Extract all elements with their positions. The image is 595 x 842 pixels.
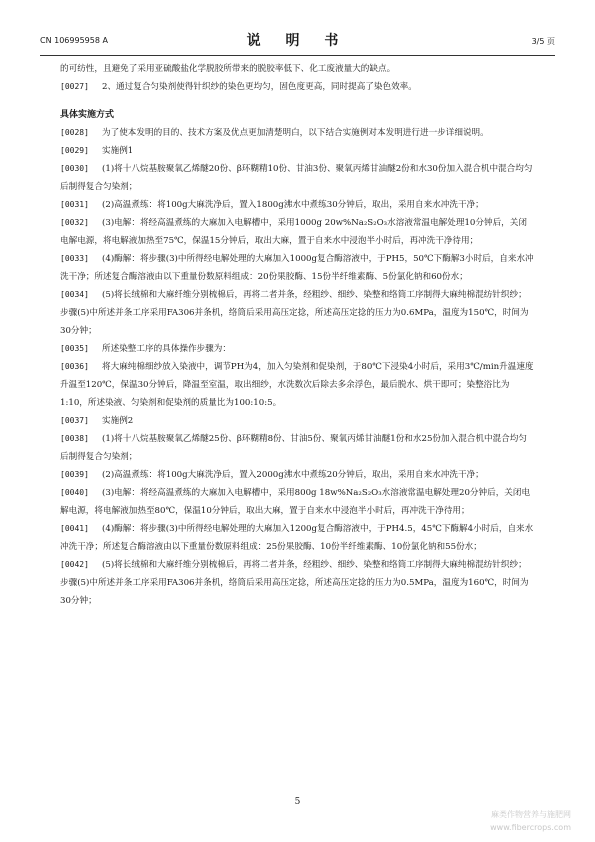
paragraph-text: (4)酶解：将步骤(3)中所得经电解处理的大麻加入1200g复合酶溶液中，于PH4.5，45℃下酶解4小时后，自来水冲洗干净；所述复合酶溶液由以下重量份数原料组成：25份果胶酶、10份半纤维素酶、10份氯化钠和55份水； [60,524,534,552]
paragraph [60,556,535,610]
paragraph-text: 将大麻纯棉细纱放入染液中，调节PH为4，加入匀染剂和促染剂，于80℃下浸染4小时后，采用3℃/min升温速度升温至120℃，保温30分钟后，降温至室温，取出细纱，水洗数次后除去多余浮色，最后脱水、烘干即可；染整浴比为1:10，所述染液、匀染剂和促染剂的质量比为100:10:5。 [60,362,534,408]
paragraph-list [60,124,535,610]
paragraph-text: (1)将十八烷基胺聚氧乙烯醚25份、β环糊精8份、甘油5份、聚氧丙烯甘油醚1份和水25份加入混合机中混合均匀后制得复合匀染剂； [60,434,527,462]
paragraph-text: (4)酶解：将步骤(3)中所得经电解处理的大麻加入1000g复合酶溶液中，于PH5，50℃下酶解3小时后，自来水冲洗干净；所述复合酶溶液由以下重量份数原料组成：20份果胶酶、15份半纤维素酶、5份氯化钠和60份水； [60,254,534,282]
paragraph-text: 所述染整工序的具体操作步骤为： [102,344,231,354]
paragraph-number: [0031] [60,200,89,209]
paragraph-text: 2、通过复合匀染剂使得针织纱的染色更均匀，固色度更高，同时提高了染色效率。 [102,82,417,92]
paragraph [60,286,535,340]
paragraph [60,78,535,96]
paragraph-text: (1)将十八烷基胺聚氧乙烯醚20份、β环糊精10份、甘油3份、聚氧丙烯甘油醚2份和水30份加入混合机中混合均匀后制得复合匀染剂； [60,164,533,192]
paragraph-text: 实施例1 [102,146,134,156]
patent-number: CN 106995958 A [40,36,108,45]
watermark-line-2: www.fibercrops.com [490,823,571,832]
paragraph-number: [0042] [60,560,89,569]
paragraph-number: [0037] [60,416,89,425]
paragraph-number: [0040] [60,488,89,497]
paragraph [60,358,535,412]
paragraph [60,412,535,430]
document-body [60,60,535,610]
paragraph-list-top [60,78,535,96]
paragraph-number: [0027] [60,82,89,91]
paragraph-number: [0033] [60,254,89,263]
paragraph-text: (5)将长绒棉和大麻纤维分别梳棉后，再将二者并条，经粗纱、细纱、染整和络筒工序制得大麻纯棉混纺针织纱；步骤(5)中所述并条工序采用FA306并条机，络筒后采用高压定捻，所述高压定捻的压力为0.6MPa，温度为150℃，时间为30分钟； [60,290,529,336]
page-number: 5 [294,797,301,807]
paragraph [60,124,535,142]
paragraph-text: (3)电解：将经高温煮练的大麻加入电解槽中，采用1000g 20w%Na₂S₂O₃水溶液常温电解处理10分钟后，关闭电解电源，将电解液加热至75℃，保温15分钟后，取出大麻，置于自来水中浸泡半小时后，再冲洗干净待用； [60,218,527,246]
paragraph-text: (2)高温煮练：将100g大麻洗净后，置入2000g沸水中煮练20分钟后，取出，采用自来水冲洗干净； [102,470,484,480]
paragraph-number: [0041] [60,524,89,533]
paragraph [60,196,535,214]
lead-text: 的可纺性，且避免了采用亚硫酸盐化学脱胶所带来的脱胶率低下、化工废液量大的缺点。 [60,64,396,74]
page-indicator: 3/5 页 [531,37,555,46]
paragraph-number: [0038] [60,434,89,443]
paragraph [60,484,535,520]
paragraph-number: [0036] [60,362,89,371]
document-title: 说 明 书 [246,33,349,49]
watermark-line-1: 麻类作物营养与施肥网 [491,810,571,819]
paragraph [60,214,535,250]
paragraph [60,430,535,466]
watermark [490,808,571,834]
paragraph-text: (2)高温煮练：将100g大麻洗净后，置入1800g沸水中煮练30分钟后，取出，采用自来水冲洗干净； [102,200,484,210]
paragraph-text: 实施例2 [102,416,134,426]
paragraph [60,520,535,556]
paragraph-text: (3)电解：将经高温煮练的大麻加入电解槽中，采用800g 18w%Na₂S₂O₃水溶液常温电解处理20分钟后，关闭电解电源，将电解液加热至80℃，保温10分钟后，取出大麻，置于自来水中浸泡半小时后，再冲洗干净待用； [60,488,531,516]
paragraph [60,466,535,484]
paragraph-text: 为了使本发明的目的、技术方案及优点更加清楚明白，以下结合实施例对本发明进行进一步详细说明。 [102,128,489,138]
paragraph-number: [0030] [60,164,89,173]
paragraph-number: [0035] [60,344,89,353]
page-header [40,30,555,50]
paragraph [60,340,535,358]
paragraph-number: [0034] [60,290,89,299]
paragraph-text: (5)将长绒棉和大麻纤维分别梳棉后，再将二者并条，经粗纱、细纱、染整和络筒工序制得大麻纯棉混纺针织纱；步骤(5)中所述并条工序采用FA306并条机，络筒后采用高压定捻，所述高压定捻的压力为0.5MPa，温度为160℃，时间为30分钟； [60,560,529,606]
paragraph-number: [0039] [60,470,89,479]
section-heading: 具体实施方式 [60,110,115,120]
paragraph-number: [0029] [60,146,89,155]
paragraph-number: [0032] [60,218,89,227]
paragraph [60,142,535,160]
paragraph [60,250,535,286]
paragraph [60,160,535,196]
header-rule [40,55,555,56]
paragraph-number: [0028] [60,128,89,137]
